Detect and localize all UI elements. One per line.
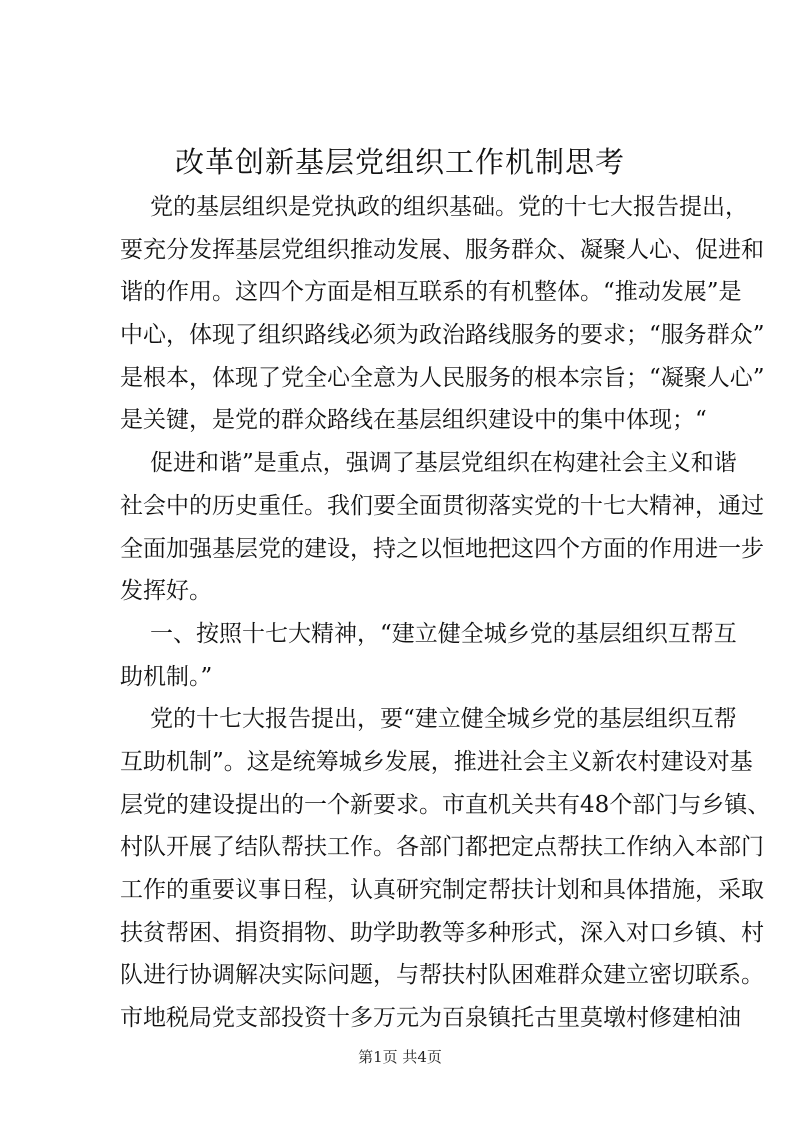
text-line: 扶贫帮困、捐资捐物、助学助教等多种形式，深入对口乡镇、村 — [120, 919, 764, 946]
text-line: 要充分发挥基层党组织推动发展、服务群众、凝聚人心、促进和 — [120, 236, 764, 263]
document-title: 改革创新基层党组织工作机制思考 — [174, 145, 625, 179]
text-line: 党的十七大报告提出，要“建立健全城乡党的基层组织互帮 — [150, 706, 737, 733]
text-line: 互助机制”。这是统筹城乡发展，推进社会主义新农村建设对基 — [120, 748, 753, 775]
text-line: 谐的作用。这四个方面是相互联系的有机整体。“推动发展”是 — [120, 279, 742, 306]
document-body — [120, 186, 771, 1040]
text-line: 中心，体现了组织路线必须为政治路线服务的要求；“服务群众” — [120, 322, 765, 349]
text-line: 市地税局党支部投资十多万元为百泉镇托古里莫墩村修建柏油 — [120, 1005, 741, 1032]
text-line: 社会中的历史重任。我们要全面贯彻落实党的十七大精神，通过 — [120, 492, 764, 519]
text-line: 党的基层组织是党执政的组织基础。党的十七大报告提出， — [150, 194, 748, 220]
text-line: 促进和谐”是重点，强调了基层党组织在构建社会主义和谐 — [150, 450, 737, 477]
text-line: 工作的重要议事日程，认真研究制定帮扶计划和具体措施，采取 — [120, 877, 764, 903]
text-line: 发挥好。 — [120, 578, 212, 605]
section-heading-line: 一、按照十七大精神，“建立健全城乡党的基层组织互帮互 — [150, 620, 737, 647]
text-line: 是根本，体现了党全心全意为人民服务的根本宗旨；“凝聚人心” — [120, 364, 765, 391]
page-number-footer: 第1页 共4页 — [358, 1048, 442, 1066]
text-line: 全面加强基层党的建设，持之以恒地把这四个方面的作用进一步 — [120, 535, 764, 562]
text-line: 队进行协调解决实际问题，与帮扶村队困难群众建立密切联系。 — [120, 962, 764, 989]
section-heading-line: 助机制。” — [120, 663, 213, 690]
text-line: 是关键，是党的群众路线在基层组织建设中的集中体现；“ — [120, 407, 707, 434]
text-line: 村队开展了结队帮扶工作。各部门都把定点帮扶工作纳入本部门 — [120, 834, 764, 861]
text-line: 层党的建设提出的一个新要求。市直机关共有48个部门与乡镇、 — [120, 791, 771, 818]
